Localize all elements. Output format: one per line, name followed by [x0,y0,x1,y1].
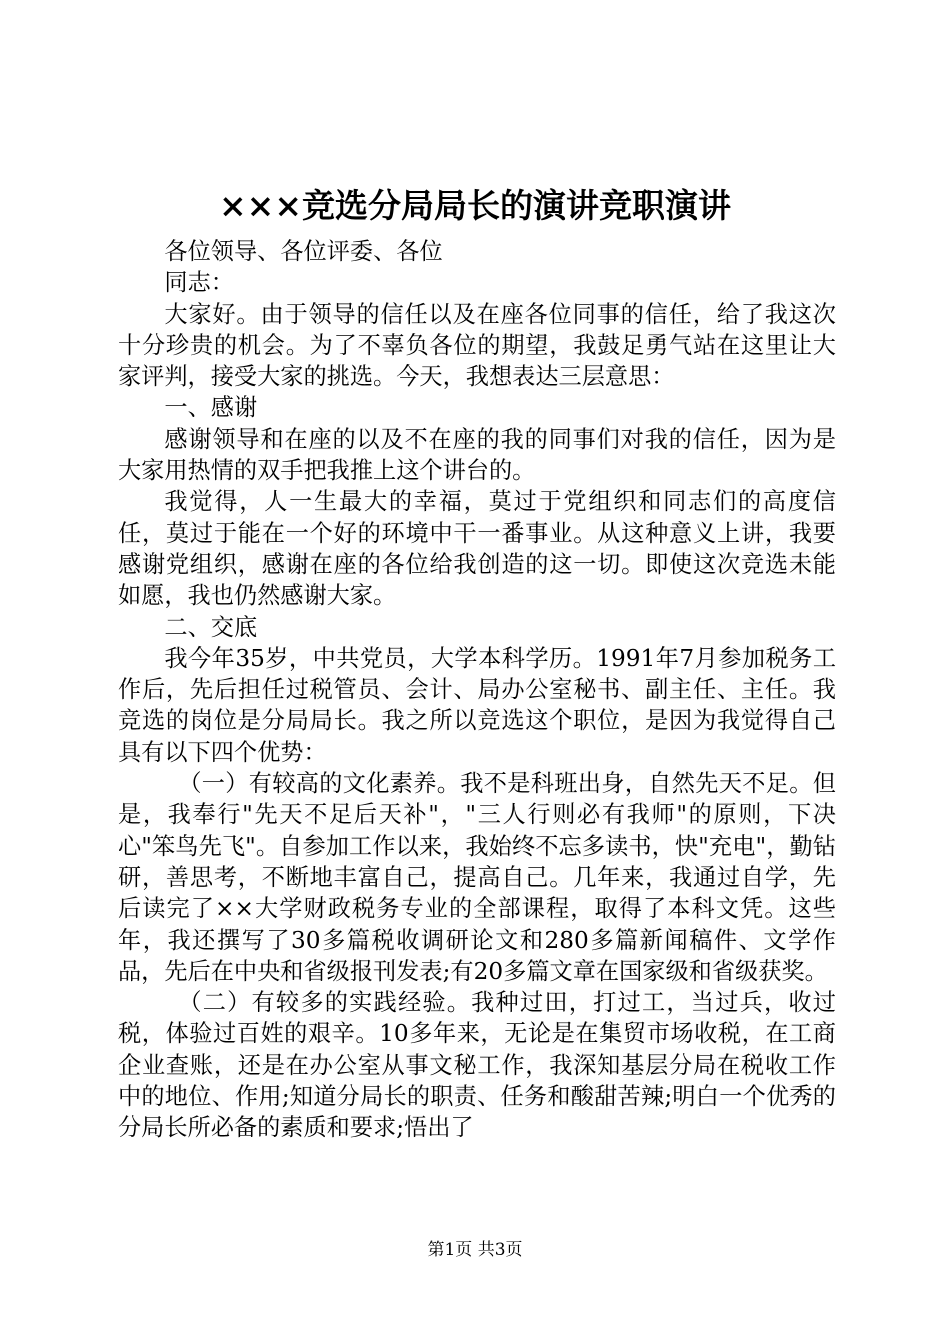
document-title: ×××竞选分局局长的演讲竞职演讲 [219,186,731,225]
paragraph-salutation-1: 各位领导、各位评委、各位 [164,238,443,265]
section-heading-background: 二、交底 [164,613,258,641]
paragraph-thanks-1: 感谢领导和在座的以及不在座的我的同事们对我的信任，因为是大家用热情的双手把我推上这个讲台的。 [118,425,836,485]
paragraph-background: 我今年35岁，中共党员，大学本科学历。1991年7月参加税务工作后，先后担任过税管员、会计、局办公室秘书、副主任、主任。我竞选的岗位是分局局长。我之所以竞选这个职位，是因为我觉得自己具有以下四个优势： [118,644,836,766]
paragraph-advantage-1: （一）有较高的文化素养。我不是科班出身，自然先天不足。但是，我奉行"先天不足后天补"，"三人行则必有我师"的原则，下决心"笨鸟先飞"。自参加工作以来，我始终不忘多读书，快"充电"，勤钻研，善思考，不断地丰富自己，提高自己。几年来，我通过自学，先后读完了××大学财政税务专业的全部课程，取得了本科文凭。这些年，我还撰写了30多篇税收调研论文和280多篇新闻稿件、文学作品，先后在中央和省级报刊发表;有20多篇文章在国家级和省级获奖。 [118,770,836,985]
paragraph-greeting: 大家好。由于领导的信任以及在座各位同事的信任，给了我这次十分珍贵的机会。为了不辜负各位的期望，我鼓足勇气站在这里让大家评判，接受大家的挑选。今天，我想表达三层意思： [118,300,836,391]
paragraph-thanks-2: 我觉得，人一生最大的幸福，莫过于党组织和同志们的高度信任，莫过于能在一个好的环境中干一番事业。从这种意义上讲，我要感谢党组织，感谢在座的各位给我创造的这一切。即使这次竞选未能如愿，我也仍然感谢大家。 [118,488,836,610]
paragraph-advantage-2: （二）有较多的实践经验。我种过田，打过工，当过兵，收过税，体验过百姓的艰辛。10多年来，无论是在集贸市场收税，在工商企业查账，还是在办公室从事文秘工作，我深知基层分局在税收工作中的地位、作用;知道分局长的职责、任务和酸甜苦辣;明白一个优秀的分局长所必备的素质和要求;悟出了 [118,989,836,1142]
section-heading-thanks: 一、感谢 [164,394,258,422]
page-number-footer: 第1页 共3页 [427,1240,523,1260]
document-body [118,236,836,1144]
paragraph-salutation-2: 同志： [164,269,234,297]
